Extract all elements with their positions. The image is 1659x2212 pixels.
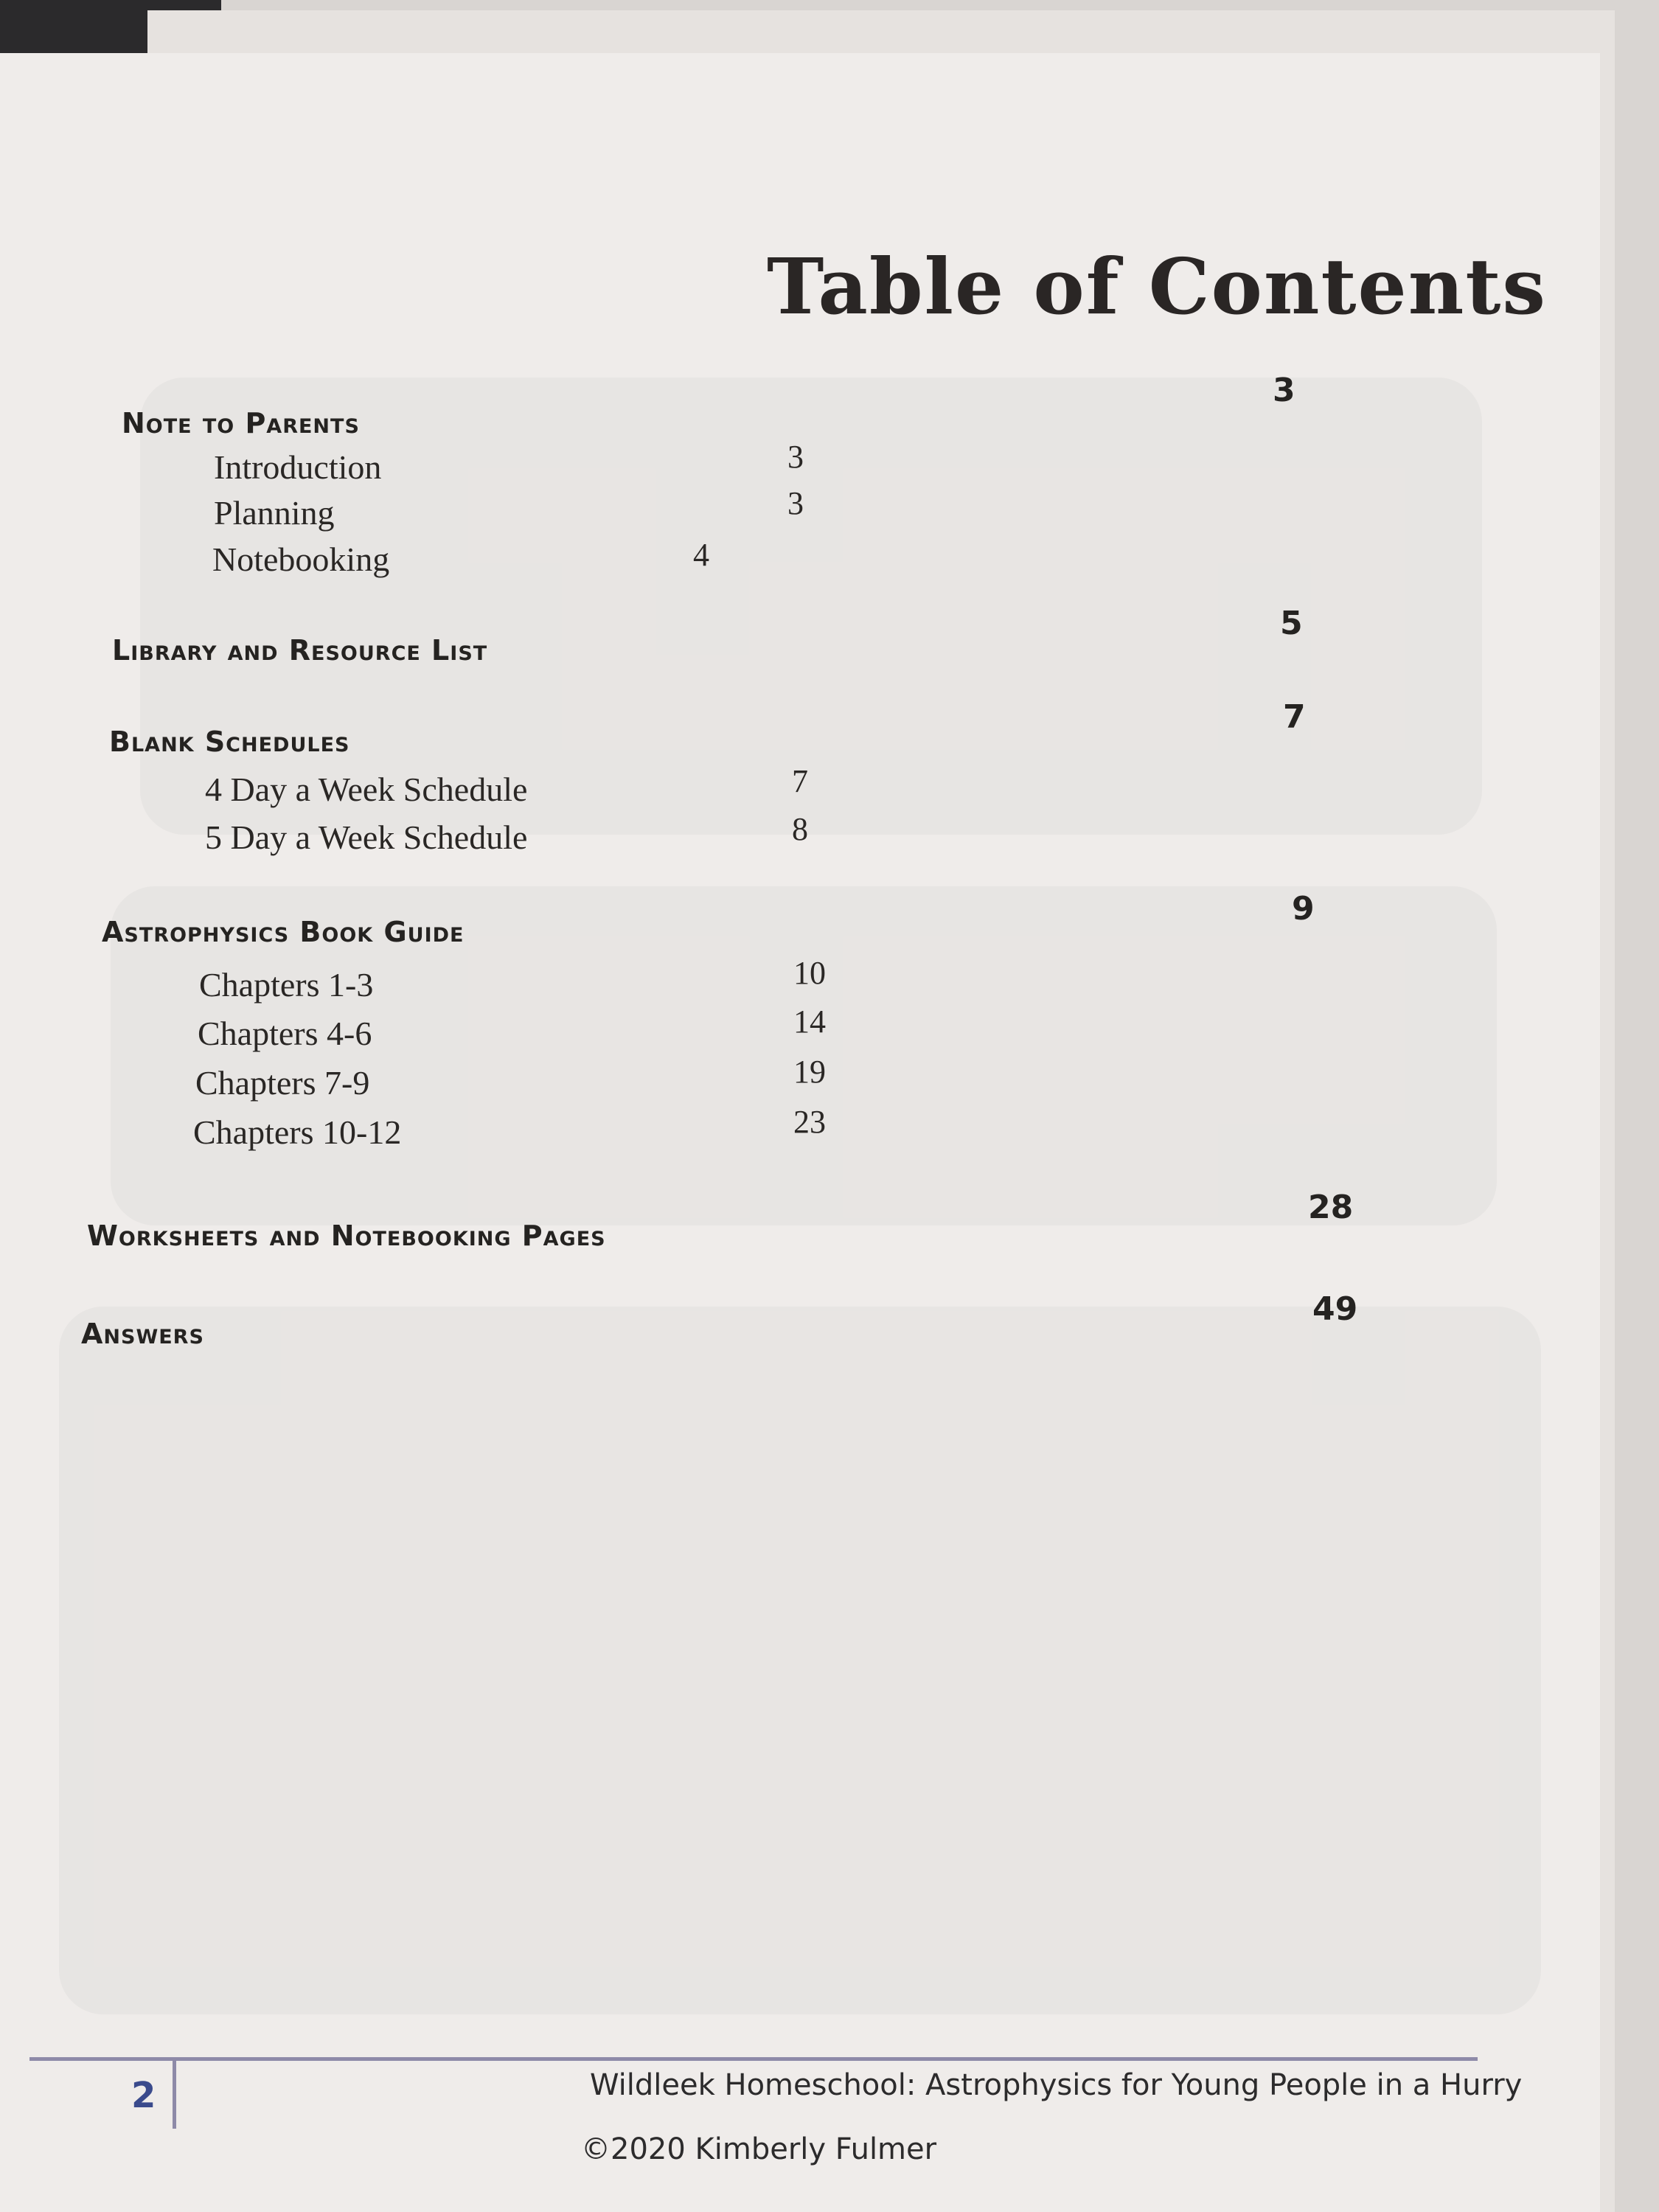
subsection-page-number: 3 [787, 439, 804, 475]
subsection-title: 5 Day a Week Schedule [205, 818, 528, 856]
footer-divider [173, 2061, 176, 2129]
subsection-title: Planning [214, 494, 335, 532]
section-heading: Astrophysics Book Guide [102, 916, 465, 948]
document-page [0, 53, 1600, 2212]
subsection-page-number: 19 [793, 1054, 826, 1090]
section-heading: Library and Resource List [112, 634, 488, 667]
footer-copyright: ©2020 Kimberly Fulmer [581, 2132, 937, 2166]
subsection-page-number: 8 [792, 811, 808, 847]
section-heading: Note to Parents [122, 407, 360, 439]
section-page-number: 5 [1280, 605, 1303, 642]
subsection-page-number: 4 [693, 537, 709, 573]
footer-page-number: 2 [131, 2075, 156, 2116]
section-page-number: 9 [1292, 890, 1315, 928]
page-title: Table of Contents [767, 241, 1547, 332]
subsection-title: Chapters 1-3 [199, 966, 374, 1004]
footer-book-title: Wildleek Homeschool: Astrophysics for Young People in a Hurry [590, 2068, 1523, 2102]
subsection-title: Introduction [214, 448, 382, 486]
subsection-title: Chapters 4-6 [198, 1015, 372, 1052]
subsection-page-number: 14 [793, 1004, 826, 1040]
section-heading: Worksheets and Notebooking Pages [87, 1220, 606, 1252]
section-page-number: 3 [1273, 372, 1295, 409]
subsection-title: 4 Day a Week Schedule [205, 771, 528, 808]
subsection-page-number: 10 [793, 955, 826, 991]
show-through-panel [59, 1307, 1541, 2014]
subsection-title: Chapters 7-9 [195, 1064, 370, 1102]
subsection-page-number: 3 [787, 485, 804, 521]
section-page-number: 49 [1312, 1290, 1358, 1328]
footer-divider [29, 2057, 1478, 2061]
subsection-page-number: 23 [793, 1104, 826, 1140]
section-page-number: 28 [1308, 1189, 1354, 1226]
section-page-number: 7 [1283, 698, 1306, 736]
subsection-title: Notebooking [212, 540, 390, 578]
section-heading: Blank Schedules [109, 726, 350, 758]
subsection-title: Chapters 10-12 [193, 1113, 402, 1151]
subsection-page-number: 7 [792, 763, 808, 799]
section-heading: Answers [81, 1318, 204, 1350]
